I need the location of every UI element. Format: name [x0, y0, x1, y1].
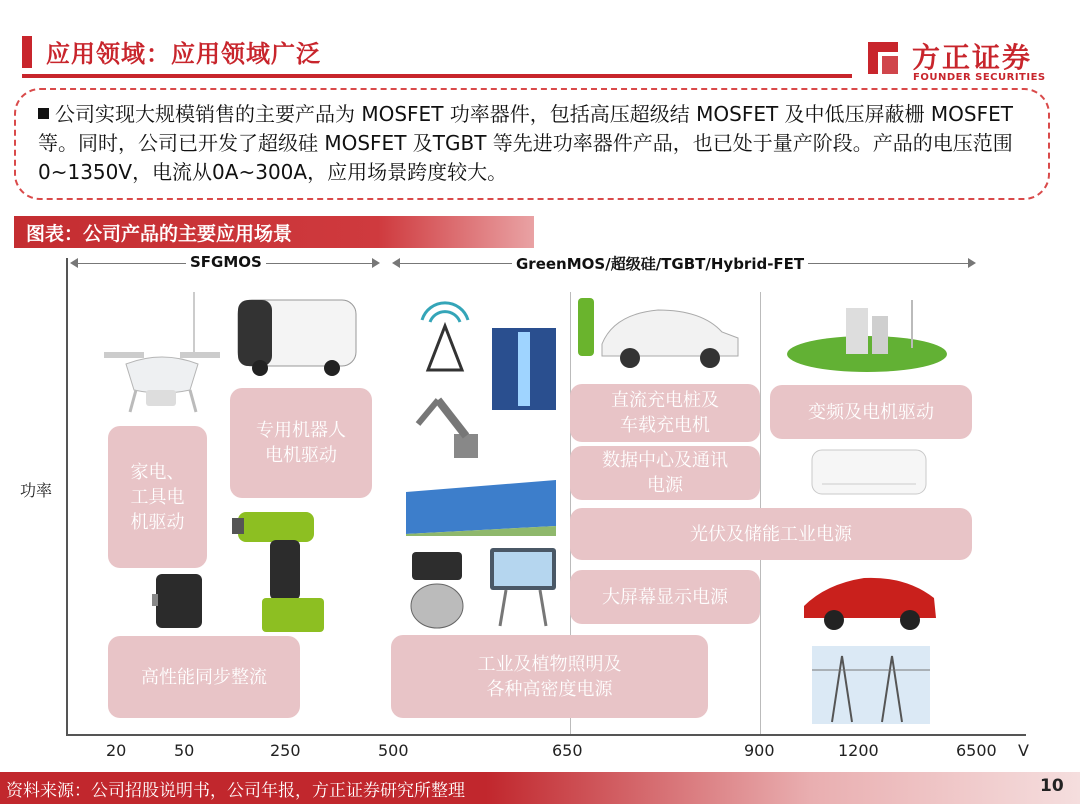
x-tick: 6500: [956, 741, 997, 760]
solar-panel-icon: [406, 472, 556, 536]
arrow-right-icon: [372, 258, 380, 268]
x-tick: 1200: [838, 741, 879, 760]
electric-car-icon: [800, 566, 940, 632]
x-tick: 900: [744, 741, 775, 760]
signal-tower-icon: [410, 292, 480, 372]
bullet-icon: [38, 108, 49, 119]
data-center-icon: [492, 328, 556, 410]
industrial-lamp-icon: [406, 552, 468, 630]
app-box-display-power: 大屏幕显示电源: [570, 570, 760, 624]
app-box-lighting-power: 工业及植物照明及 各种高密度电源: [391, 635, 708, 718]
green-energy-icon: [784, 292, 950, 374]
founder-logo-icon: [862, 38, 902, 78]
group-label-sfgmos: SFGMOS: [186, 253, 266, 271]
app-box-dc-charging: 直流充电桩及 车载充电机: [570, 384, 760, 442]
x-tick: 650: [552, 741, 583, 760]
group-label-greenmos: GreenMOS/超级硅/TGBT/Hybrid-FET: [512, 253, 808, 274]
charger-icon: [152, 572, 206, 630]
title-accent-bar: [22, 36, 32, 68]
x-tick: 50: [174, 741, 195, 760]
summary-text: 公司实现大规模销售的主要产品为 MOSFET 功率器件，包括高压超级结 MOSFET 及中低压屏蔽栅 MOSFET 等。同时，公司已开发了超级硅 MOSFET 及TGBT 等先进功率器件产品，也已处于量产阶段。产品的电压范围0~1350V，电流从0A~300A，应用场景跨度较大。: [38, 102, 1013, 184]
app-box-pv-storage: 光伏及储能工业电源: [570, 508, 972, 560]
app-box-appliance-tools: 家电、 工具电 机驱动: [108, 426, 207, 568]
app-box-datacenter-power: 数据中心及通讯 电源: [570, 446, 760, 500]
page-number: 10: [1040, 776, 1064, 796]
figure-title: 图表：公司产品的主要应用场景: [26, 223, 293, 245]
page-title: 应用领域：应用领域广泛: [46, 40, 321, 68]
large-display-icon: [490, 548, 556, 628]
x-tick: 250: [270, 741, 301, 760]
x-tick: 20: [106, 741, 127, 760]
drone-icon: [104, 292, 220, 416]
app-box-robot-motor: 专用机器人 电机驱动: [230, 388, 372, 498]
y-axis-label: 功率: [20, 481, 53, 500]
air-conditioner-icon: [812, 450, 926, 498]
impact-wrench-icon: [232, 506, 332, 634]
logo-name-en: FOUNDER SECURITIES: [913, 72, 1046, 83]
ev-charging-car-icon: [574, 292, 744, 372]
summary-paragraph: [38, 100, 1038, 187]
source-note: 资料来源：公司招股说明书，公司年报，方正证券研究所整理: [6, 781, 465, 801]
title-underline: [22, 74, 852, 78]
x-tick: 500: [378, 741, 409, 760]
robot-arm-icon: [408, 380, 484, 460]
x-axis-unit: V: [1018, 741, 1029, 760]
delivery-robot-icon: [236, 292, 360, 376]
power-grid-icon: [812, 646, 930, 724]
app-box-sync-rectifier: 高性能同步整流: [108, 636, 300, 718]
x-axis: [66, 734, 1026, 736]
app-box-inverter-motor: 变频及电机驱动: [770, 385, 972, 439]
logo-name-cn: 方正证券: [912, 41, 1033, 74]
arrow-right-icon: [968, 258, 976, 268]
y-axis: [66, 258, 68, 736]
